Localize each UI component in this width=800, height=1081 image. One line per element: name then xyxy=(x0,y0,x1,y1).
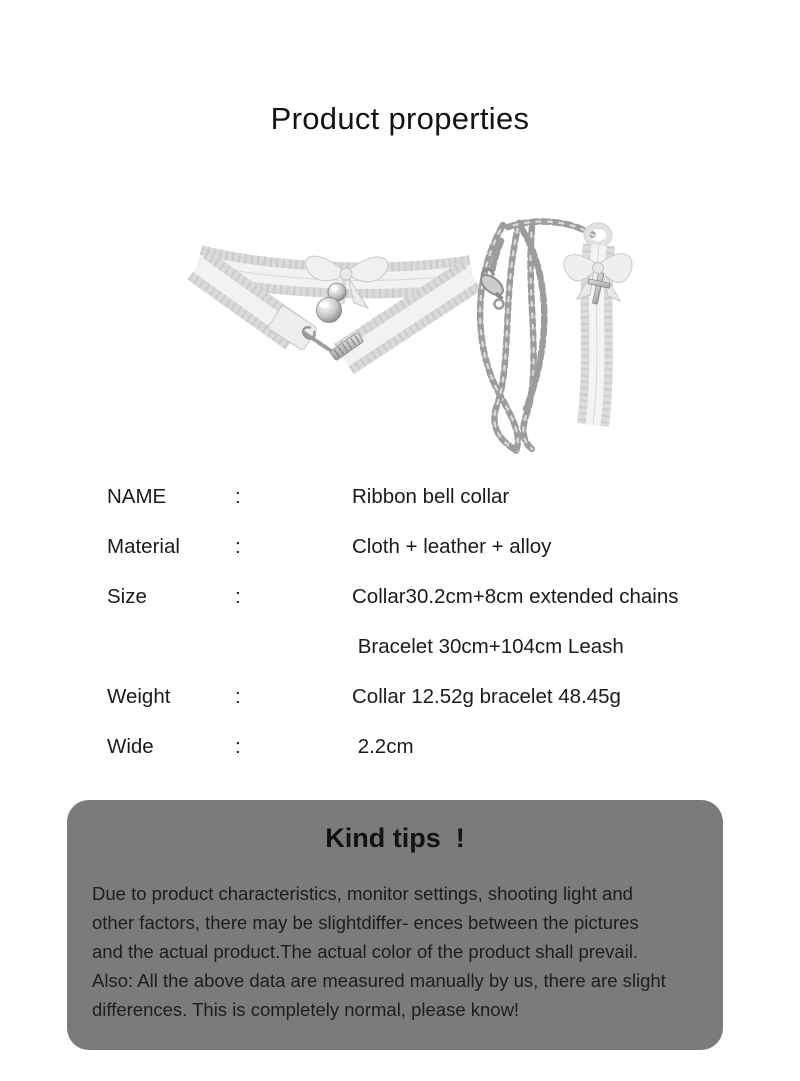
property-label: Wide xyxy=(107,735,154,758)
property-separator: : xyxy=(235,735,241,758)
product-photo xyxy=(170,213,650,463)
kind-tips-line: differences. This is completely normal, please know! xyxy=(92,999,520,1020)
kind-tips-body xyxy=(92,879,701,1024)
property-row xyxy=(107,472,737,522)
property-value: Collar 12.52g bracelet 48.45g xyxy=(352,685,621,708)
property-row xyxy=(107,722,737,772)
kind-tips-line: other factors, there may be slightdiffer- ences between the pictures xyxy=(92,912,639,933)
properties-table xyxy=(107,472,737,772)
kind-tips-line: and the actual product.The actual color of the product shall prevail. xyxy=(92,941,639,962)
product-illustration xyxy=(170,213,650,463)
collar-illustration xyxy=(198,256,472,361)
kind-tips-box xyxy=(67,800,723,1050)
property-row xyxy=(107,672,737,722)
bracelet-illustration xyxy=(564,223,632,425)
property-value: 2.2cm xyxy=(352,735,414,758)
property-label: Weight xyxy=(107,685,171,708)
property-separator: : xyxy=(235,585,241,608)
property-label: Size xyxy=(107,585,147,608)
property-label: Material xyxy=(107,535,180,558)
property-row xyxy=(107,522,737,572)
property-value: Collar30.2cm+8cm extended chains xyxy=(352,585,679,608)
kind-tips-line: Also: All the above data are measured manually by us, there are slight xyxy=(92,970,666,991)
kind-tips-title: Kind tips ! xyxy=(325,823,465,853)
kind-tips-line: Due to product characteristics, monitor settings, shooting light and xyxy=(92,883,633,904)
property-separator: : xyxy=(235,535,241,558)
property-row xyxy=(107,572,737,622)
property-value: Bracelet 30cm+104cm Leash xyxy=(352,635,624,658)
property-value: Ribbon bell collar xyxy=(352,485,510,508)
property-row xyxy=(107,622,737,672)
property-separator: : xyxy=(235,485,241,508)
property-label: NAME xyxy=(107,485,167,508)
bow-icon xyxy=(305,256,388,281)
property-separator: : xyxy=(235,685,241,708)
property-value: Cloth + leather + alloy xyxy=(352,535,552,558)
page-title: Product properties xyxy=(270,100,530,136)
